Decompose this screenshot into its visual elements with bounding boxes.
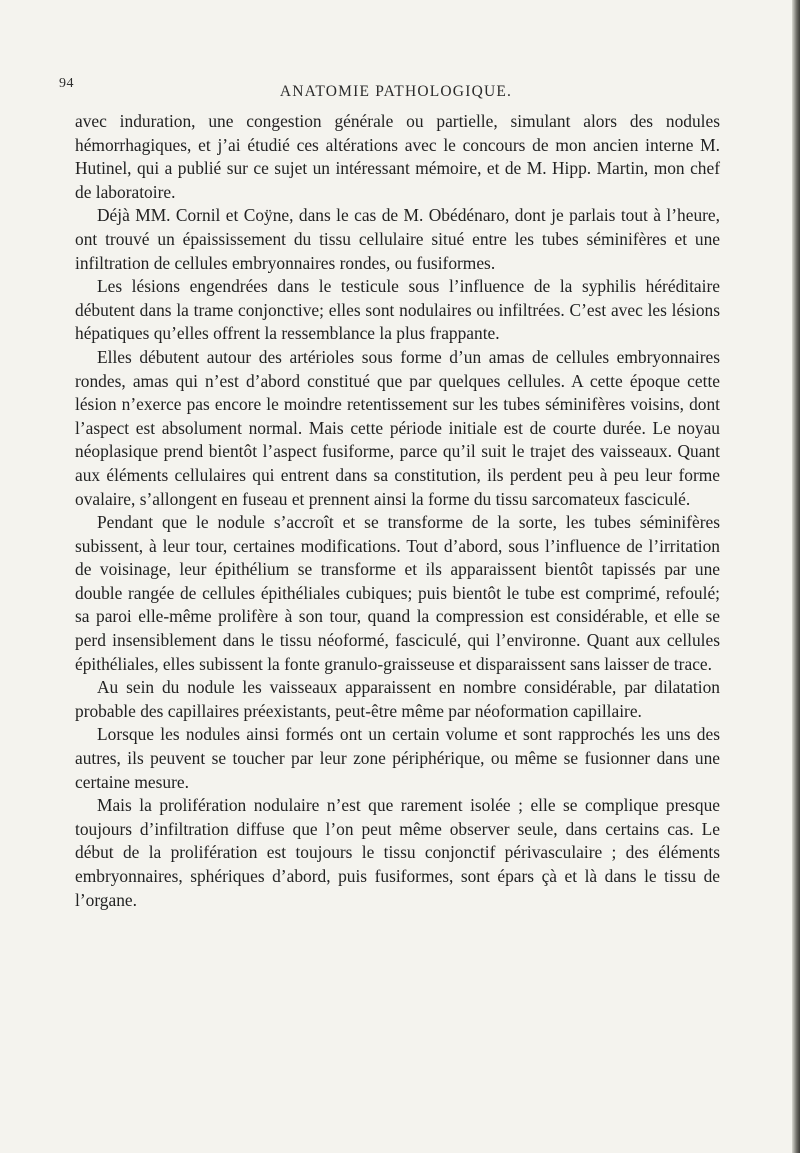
paragraph-6: Au sein du nodule les vaisseaux apparaissent en nombre considérable, par dilatation probable des capillaires préexistants, peut-être même par néoformation capillaire. [75, 677, 720, 721]
paragraph-3: Les lésions engendrées dans le testicule sous l’influence de la syphilis héréditaire débutent dans la trame conjonctive; elles sont nodulaires ou infiltrées. C’est avec les lésions hépatiques qu’elles offrent la ressemblance la plus frappante. [75, 276, 720, 344]
paragraph-1: avec induration, une congestion générale ou partielle, simulant alors des nodules hémorrhagiques, et j’ai étudié ces altérations avec le concours de mon ancien interne M. Hutinel, qui a publié sur ce sujet un intéressant mémoire, et de M. Hipp. Martin, mon chef de laboratoire. [75, 111, 720, 202]
paragraph-8: Mais la prolifération nodulaire n’est que rarement isolée ; elle se complique presque toujours d’infiltration diffuse que l’on peut même observer seule, dans certains cas. Le début de la prolifération est toujours le tissu conjonctif périvasculaire ; des éléments embryonnaires, sphériques d’abord, puis fusiformes, sont épars çà et là dans le tissu de l’organe. [75, 795, 720, 910]
page-number: 94 [59, 76, 74, 91]
paragraph-5: Pendant que le nodule s’accroît et se transforme de la sorte, les tubes séminifères subissent, à leur tour, certaines modifications. Tout d’abord, sous l’influence de l’irritation de voisinage, leur épithélium se transforme et ils apparaissent bientôt tapissés par une double rangée de cellules épithéliales cubiques; puis bientôt le tube est comprimé, refoulé; sa paroi elle-même prolifère à son tour, quand la compression est considérable, et elle se perd insensiblement dans le tissu néoformé, fasciculé, qui l’environne. Quant aux cellules épithéliales, elles subissent la fonte granulo-graisseuse et disparaissent sans laisser de trace. [75, 512, 720, 674]
book-spine-edge [792, 0, 800, 1153]
paragraph-7: Lorsque les nodules ainsi formés ont un certain volume et sont rapprochés les uns des autres, ils peuvent se toucher par leur zone périphérique, ou même se fusionner dans une certaine mesure. [75, 724, 720, 792]
paragraph-2: Déjà MM. Cornil et Coÿne, dans le cas de M. Obédénaro, dont je parlais tout à l’heure, ont trouvé un épaississement du tissu cellulaire situé entre les tubes séminifères et une infiltration de cellules embryonnaires rondes, ou fusiformes. [75, 205, 720, 273]
paragraph-4: Elles débutent autour des artérioles sous forme d’un amas de cellules embryonnaires rondes, amas qui n’est d’abord constitué que par quelques cellules. A cette époque cette lésion n’exerce pas encore le moindre retentissement sur les tubes séminifères voisins, dont l’aspect est absolument normal. Mais cette période initiale est de courte durée. Le noyau néoplasique prend bientôt l’aspect fusiforme, parce qu’il suit le trajet des vaisseaux. Quant aux éléments cellulaires qui entrent dans sa constitution, ils perdent peu à peu leur forme ovalaire, s’allongent en fuseau et prennent ainsi la forme du tissu sarcomateux fasciculé. [75, 346, 720, 509]
running-head: ANATOMIE PATHOLOGIQUE. [279, 83, 513, 100]
body-text [75, 110, 720, 912]
